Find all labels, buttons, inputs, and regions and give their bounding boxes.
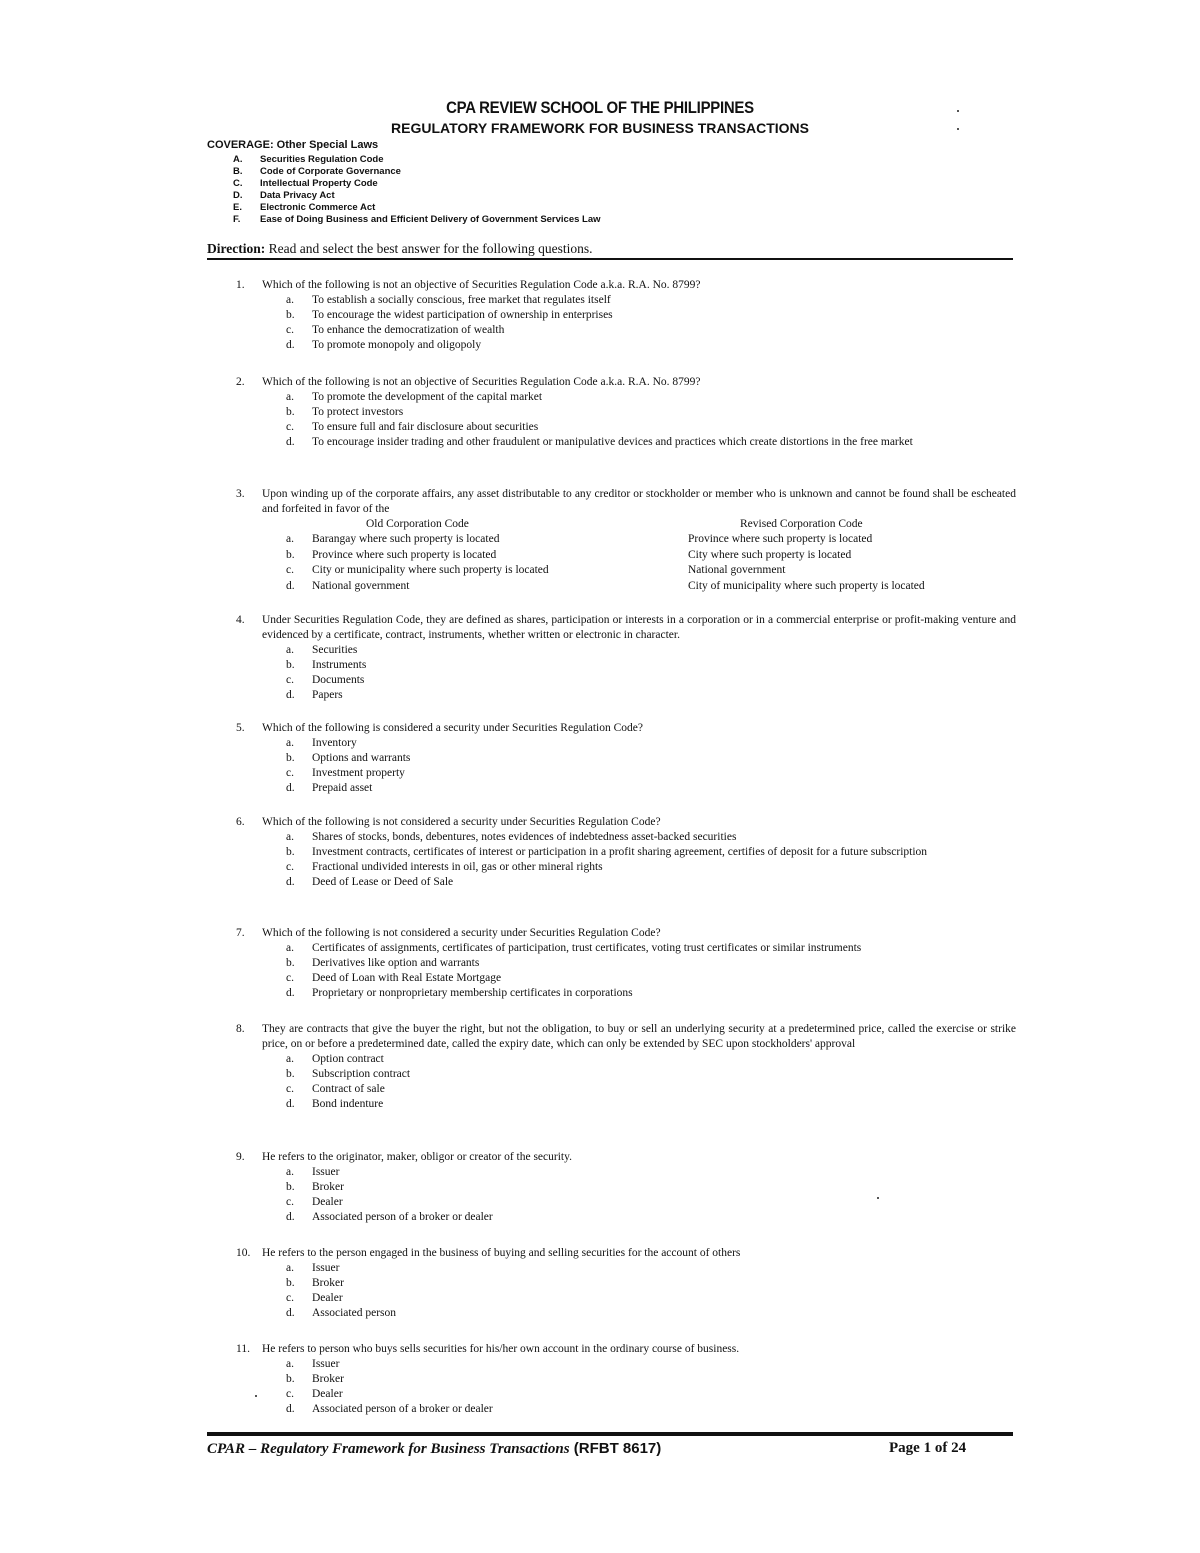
option-letter: a. <box>286 831 294 843</box>
option-letter: b. <box>286 1068 295 1080</box>
option-letter: b. <box>286 406 295 418</box>
answer-option <box>286 658 1016 673</box>
option-text: To ensure full and fair disclosure about securities <box>312 421 539 433</box>
answer-option <box>286 643 1016 658</box>
answer-option <box>286 875 1016 890</box>
option-text: Option contract <box>312 1053 384 1065</box>
option-text: Broker <box>312 1277 344 1289</box>
answer-option <box>286 736 1016 751</box>
page-number: Page 1 of 24 <box>889 1440 967 1456</box>
coverage-title: COVERAGE: Other Special Laws <box>207 139 379 151</box>
direction-label: Direction: <box>207 241 266 256</box>
option-text: To enhance the democratization of wealth <box>312 324 505 336</box>
option-text: Documents <box>312 674 365 686</box>
coverage-text: Code of Corporate Governance <box>260 166 401 177</box>
options-list <box>286 736 1016 796</box>
option-text: Proprietary or nonproprietary membership certificates in corporations <box>312 987 633 999</box>
coverage-text: Electronic Commerce Act <box>260 202 376 213</box>
footer-title <box>207 1440 661 1458</box>
comparison-row <box>286 548 1016 564</box>
coverage-text: Intellectual Property Code <box>260 178 378 189</box>
option-letter: d. <box>286 339 295 351</box>
old-code-answer: National government <box>312 579 410 592</box>
option-letter: a. <box>286 533 294 545</box>
option-text: Investment contracts, certificates of interest or participation in a profit sharing agreement, certifies of deposit for a future subscription <box>312 846 928 858</box>
question-4 <box>236 613 1016 703</box>
revised-code-answer: City where such property is located <box>688 548 852 561</box>
question-number: 5. <box>236 722 245 734</box>
options-list <box>286 390 1016 450</box>
option-letter: c. <box>286 1196 294 1208</box>
answer-option <box>286 323 1016 338</box>
header-divider <box>207 258 1013 260</box>
option-letter: a. <box>286 1166 294 1178</box>
option-text: Broker <box>312 1181 344 1193</box>
answer-option <box>286 293 1016 308</box>
option-text: Certificates of assignments, certificates of participation, trust certificates, voting trust certificates or similar instruments <box>312 942 862 954</box>
question-stem: Under Securities Regulation Code, they are defined as shares, participation or interests in a corporation or in a commercial enterprise or profit-making venture and evidenced by a certificate, contract, instruments, whether written or electronic in character. <box>262 614 1016 641</box>
answer-option <box>286 1291 1016 1306</box>
answer-option <box>286 751 1016 766</box>
question-stem: Upon winding up of the corporate affairs, any asset distributable to any creditor or stockholder or member who is unknown and cannot be found shall be escheated and forfeited in favor of the <box>262 488 1016 515</box>
answer-option <box>286 405 1016 420</box>
question-1 <box>236 278 1016 353</box>
option-text: Issuer <box>312 1262 340 1274</box>
option-text: Subscription contract <box>312 1068 411 1080</box>
school-title: CPA REVIEW SCHOOL OF THE PHILIPPINES <box>446 98 754 117</box>
scan-speck <box>957 110 959 112</box>
coverage-item <box>233 190 601 202</box>
option-letter: c. <box>286 1388 294 1400</box>
option-letter: a. <box>286 391 294 403</box>
answer-option <box>286 338 1016 353</box>
question-9 <box>236 1150 1016 1225</box>
answer-option <box>286 435 1016 450</box>
answer-option <box>286 1372 1016 1387</box>
coverage-text: Data Privacy Act <box>260 190 335 201</box>
footer-code: (RFBT 8617) <box>569 1440 662 1457</box>
old-code-answer: Barangay where such property is located <box>312 533 500 545</box>
answer-option <box>286 1210 1016 1225</box>
option-text: Shares of stocks, bonds, debentures, notes evidences of indebtedness asset-backed securities <box>312 831 737 843</box>
answer-option <box>286 1306 1016 1321</box>
question-5 <box>236 721 1016 796</box>
answer-option <box>286 1387 1016 1402</box>
answer-option <box>286 673 1016 688</box>
coverage-letter: A. <box>233 154 243 165</box>
question-stem: Which of the following is not an objective of Securities Regulation Code a.k.a. R.A. No. 8799? <box>262 279 701 291</box>
coverage-item <box>233 166 601 178</box>
question-number: 1. <box>236 279 245 291</box>
question-11 <box>236 1342 1016 1417</box>
coverage-item <box>233 214 601 226</box>
option-text: Papers <box>312 689 343 701</box>
answer-option <box>286 1052 1016 1067</box>
question-number: 3. <box>236 488 245 500</box>
answer-option <box>286 956 1016 971</box>
comparison-header <box>286 517 1016 532</box>
option-letter: c. <box>286 1083 294 1095</box>
question-7 <box>236 926 1016 1001</box>
option-text: To promote monopoly and oligopoly <box>312 339 482 351</box>
coverage-letter: B. <box>233 166 243 177</box>
option-text: Associated person <box>312 1307 396 1319</box>
options-list <box>286 830 1016 890</box>
question-10 <box>236 1246 1016 1321</box>
option-letter: d. <box>286 1307 295 1319</box>
options-list <box>286 941 1016 1001</box>
question-2 <box>236 375 1016 450</box>
question-number: 11. <box>236 1343 250 1355</box>
question-8 <box>236 1022 1016 1112</box>
answer-option <box>286 1067 1016 1082</box>
option-text: Deed of Lease or Deed of Sale <box>312 876 454 888</box>
question-number: 7. <box>236 927 245 939</box>
question-number: 6. <box>236 816 245 828</box>
question-stem: He refers to the person engaged in the business of buying and selling securities for the account of others <box>262 1247 741 1259</box>
answer-option <box>286 1165 1016 1180</box>
subject-title: REGULATORY FRAMEWORK FOR BUSINESS TRANSACTIONS <box>391 120 809 136</box>
option-letter: c. <box>286 674 294 686</box>
question-stem: He refers to the originator, maker, obligor or creator of the security. <box>262 1151 572 1163</box>
question-number: 8. <box>236 1023 245 1035</box>
coverage-list <box>233 154 601 226</box>
coverage-letter: D. <box>233 190 243 201</box>
option-letter: b. <box>286 752 295 764</box>
option-letter: b. <box>286 846 295 858</box>
option-letter: d. <box>286 436 295 448</box>
option-text: To establish a socially conscious, free market that regulates itself <box>312 294 611 306</box>
option-text: Derivatives like option and warrants <box>312 957 480 969</box>
revised-code-answer: Province where such property is located <box>688 533 873 545</box>
option-text: Issuer <box>312 1166 340 1178</box>
option-letter: c. <box>286 1292 294 1304</box>
option-text: Options and warrants <box>312 752 411 764</box>
question-stem: They are contracts that give the buyer the right, but not the obligation, to buy or sell an underlying security at a predetermined price, called the exercise or strike price, on or before a predetermined date, called the expiry date, which can only be extended by SEC upon stockholders' approval <box>262 1023 1016 1050</box>
footer-divider <box>207 1432 1013 1436</box>
option-text: Broker <box>312 1373 344 1385</box>
answer-option <box>286 986 1016 1001</box>
comparison-table <box>286 517 1016 594</box>
option-letter: d. <box>286 1098 295 1110</box>
option-text: Investment property <box>312 767 405 779</box>
option-text: Instruments <box>312 659 367 671</box>
answer-option <box>286 1180 1016 1195</box>
option-letter: b. <box>286 1373 295 1385</box>
option-letter: b. <box>286 548 295 561</box>
direction-line <box>207 241 593 257</box>
question-number: 4. <box>236 614 245 626</box>
question-stem: He refers to person who buys sells securities for his/her own account in the ordinary course of business. <box>262 1343 740 1355</box>
coverage-item <box>233 202 601 214</box>
option-text: Fractional undivided interests in oil, gas or other mineral rights <box>312 861 603 873</box>
option-letter: a. <box>286 1053 294 1065</box>
scan-speck <box>255 1395 257 1397</box>
option-letter: a. <box>286 942 294 954</box>
option-letter: d. <box>286 987 295 999</box>
question-stem: Which of the following is not an objective of Securities Regulation Code a.k.a. R.A. No. 8799? <box>262 376 701 388</box>
option-letter: b. <box>286 957 295 969</box>
question-stem: Which of the following is considered a security under Securities Regulation Code? <box>262 722 643 734</box>
comparison-row <box>286 563 1016 579</box>
coverage-letter: E. <box>233 202 242 213</box>
scan-speck <box>957 128 959 130</box>
comparison-row <box>286 532 1016 548</box>
coverage-item <box>233 154 601 166</box>
option-letter: c. <box>286 767 294 779</box>
option-letter: b. <box>286 309 295 321</box>
option-text: Contract of sale <box>312 1083 385 1095</box>
option-letter: a. <box>286 1262 294 1274</box>
answer-option <box>286 1261 1016 1276</box>
scan-speck <box>877 1197 879 1199</box>
question-stem: Which of the following is not considered a security under Securities Regulation Code? <box>262 816 661 828</box>
option-letter: a. <box>286 294 294 306</box>
option-text: Deed of Loan with Real Estate Mortgage <box>312 972 502 984</box>
option-text: Prepaid asset <box>312 782 373 794</box>
options-list <box>286 1261 1016 1321</box>
option-letter: d. <box>286 579 295 592</box>
options-list <box>286 643 1016 703</box>
option-letter: a. <box>286 1358 294 1370</box>
option-letter: b. <box>286 659 295 671</box>
answer-option <box>286 941 1016 956</box>
option-text: Dealer <box>312 1196 343 1208</box>
coverage-letter: F. <box>233 214 241 225</box>
coverage-text: Ease of Doing Business and Efficient Delivery of Government Services Law <box>260 214 601 225</box>
options-list <box>286 1357 1016 1417</box>
option-text: Dealer <box>312 1292 343 1304</box>
answer-option <box>286 1082 1016 1097</box>
option-text: Dealer <box>312 1388 343 1400</box>
option-letter: a. <box>286 737 294 749</box>
option-text: Securities <box>312 644 358 656</box>
option-letter: d. <box>286 782 295 794</box>
answer-option <box>286 1276 1016 1291</box>
option-letter: d. <box>286 1211 295 1223</box>
option-text: To encourage the widest participation of ownership in enterprises <box>312 309 613 321</box>
coverage-item <box>233 178 601 190</box>
answer-option <box>286 1357 1016 1372</box>
answer-option <box>286 860 1016 875</box>
old-code-answer: Province where such property is located <box>312 548 497 561</box>
option-letter: d. <box>286 1403 295 1415</box>
option-text: To promote the development of the capital market <box>312 391 543 403</box>
column-header-old: Old Corporation Code <box>366 518 469 530</box>
options-list <box>286 293 1016 353</box>
old-code-answer: City or municipality where such property is located <box>312 564 549 576</box>
option-text: To encourage insider trading and other fraudulent or manipulative devices and practices which create distortions in the free market <box>312 436 913 448</box>
option-text: Issuer <box>312 1358 340 1370</box>
answer-option <box>286 1097 1016 1112</box>
coverage-text: Securities Regulation Code <box>260 154 384 165</box>
direction-text: Read and select the best answer for the following questions. <box>265 241 593 256</box>
column-header-revised: Revised Corporation Code <box>740 518 863 530</box>
answer-option <box>286 390 1016 405</box>
answer-option <box>286 781 1016 796</box>
option-letter: b. <box>286 1181 295 1193</box>
answer-option <box>286 830 1016 845</box>
option-letter: a. <box>286 644 294 656</box>
question-number: 2. <box>236 376 245 388</box>
option-letter: c. <box>286 861 294 873</box>
option-text: Associated person of a broker or dealer <box>312 1403 493 1415</box>
option-letter: d. <box>286 689 295 701</box>
options-list <box>286 1165 1016 1225</box>
option-text: Associated person of a broker or dealer <box>312 1211 493 1223</box>
answer-option <box>286 688 1016 703</box>
comparison-row <box>286 579 1016 595</box>
option-text: To protect investors <box>312 406 404 418</box>
footer-course: CPAR – Regulatory Framework for Business Transactions <box>207 1441 570 1457</box>
answer-option <box>286 971 1016 986</box>
option-letter: d. <box>286 876 295 888</box>
option-letter: c. <box>286 421 294 433</box>
question-number: 10. <box>236 1247 251 1259</box>
option-text: Inventory <box>312 737 357 749</box>
answer-option <box>286 766 1016 781</box>
question-3 <box>236 487 1016 594</box>
option-letter: b. <box>286 1277 295 1289</box>
option-letter: c. <box>286 324 294 336</box>
answer-option <box>286 845 1016 860</box>
answer-option <box>286 420 1016 435</box>
option-text: Bond indenture <box>312 1098 384 1110</box>
revised-code-answer: City of municipality where such property is located <box>688 579 925 592</box>
answer-option <box>286 308 1016 323</box>
option-letter: c. <box>286 972 294 984</box>
question-stem: Which of the following is not considered a security under Securities Regulation Code? <box>262 927 661 939</box>
answer-option <box>286 1402 1016 1417</box>
option-letter: c. <box>286 564 294 576</box>
coverage-letter: C. <box>233 178 243 189</box>
revised-code-answer: National government <box>688 564 786 576</box>
question-6 <box>236 815 1016 890</box>
answer-option <box>286 1195 1016 1210</box>
options-list <box>286 1052 1016 1112</box>
question-number: 9. <box>236 1151 245 1163</box>
